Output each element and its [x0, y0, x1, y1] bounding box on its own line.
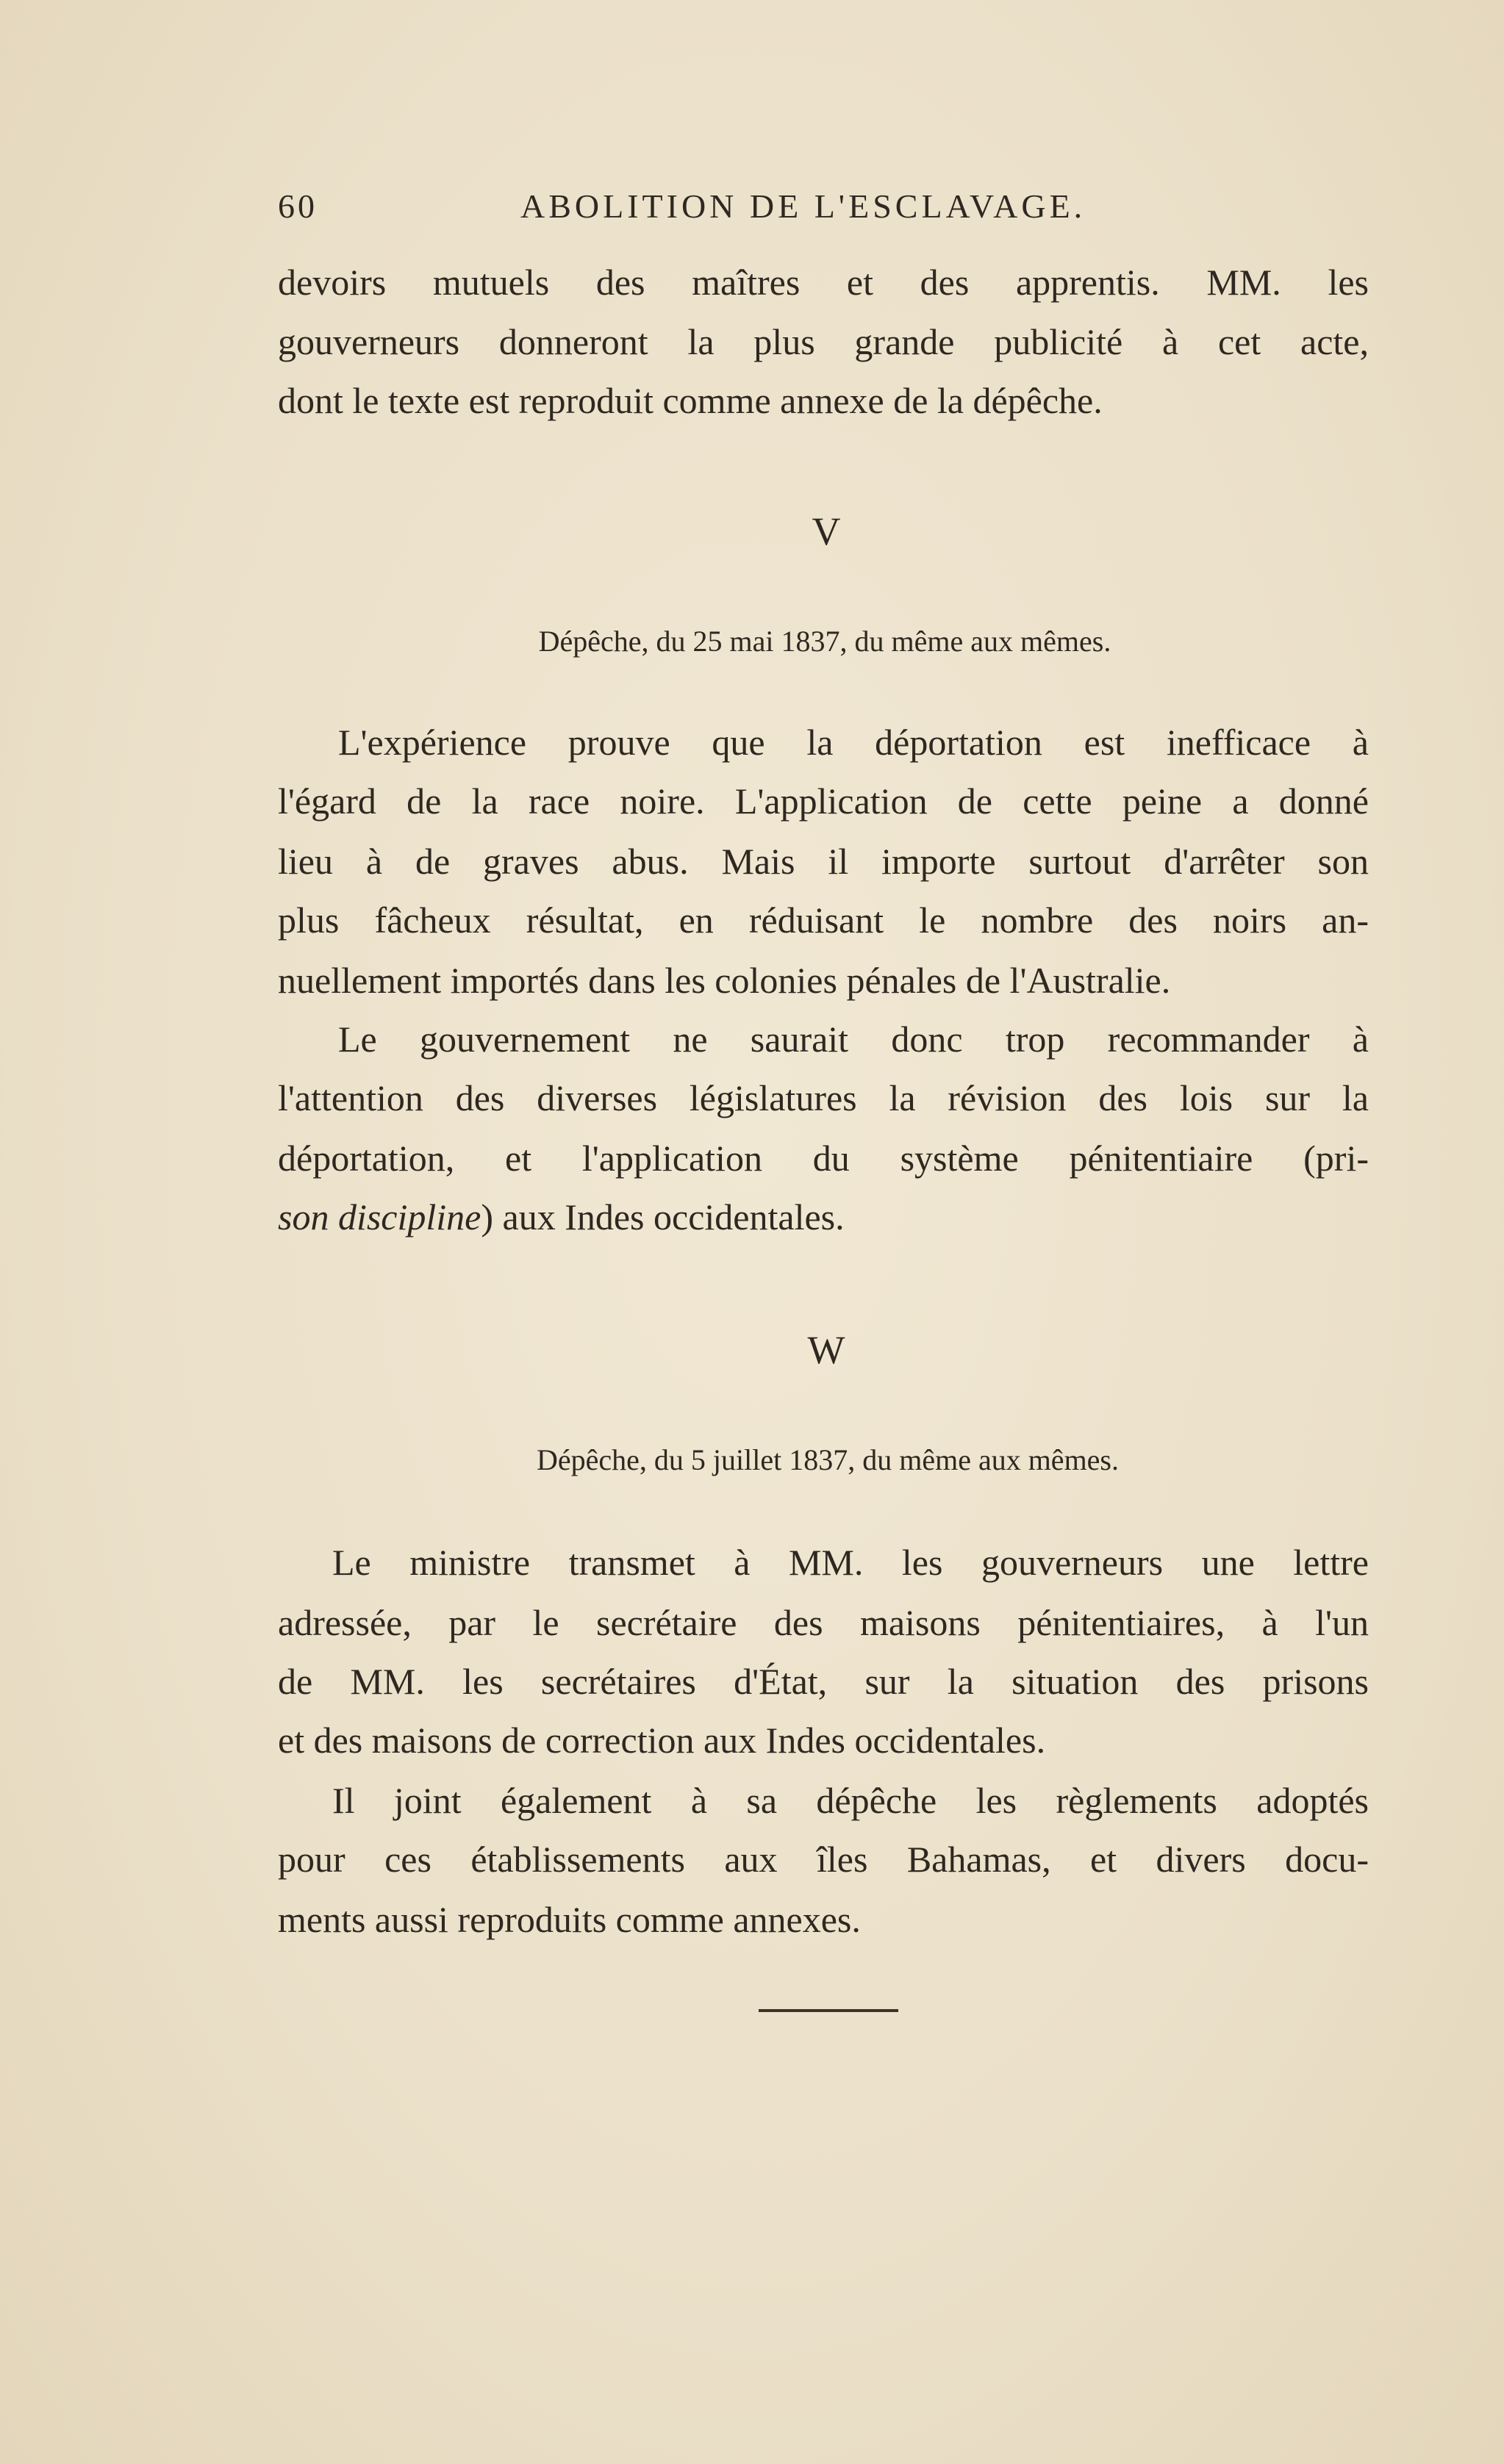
text-line: devoirs mutuels des maîtres et des apprentis. MM. les [278, 262, 1369, 303]
text-line: pour ces établissements aux îles Bahamas, et divers docu- [278, 1839, 1369, 1880]
text-line: Le gouvernement ne saurait donc trop recommander à [338, 1019, 1369, 1060]
text-fragment: ) aux Indes occidentales. [481, 1196, 845, 1238]
text-line: Le ministre transmet à MM. les gouverneurs une lettre [332, 1542, 1369, 1583]
page-number: 60 [278, 187, 318, 225]
text-line: gouverneurs donneront la plus grande publicité à cet acte, [278, 321, 1369, 362]
text-line: lieu à de graves abus. Mais il importe surtout d'arrêter son [278, 841, 1369, 882]
text-line: de MM. les secrétaires d'État, sur la situation des prisons [278, 1661, 1369, 1702]
section-caption-v: Dépêche, du 25 mai 1837, du même aux mêmes. [538, 625, 1111, 658]
text-line: dont le texte est reproduit comme annexe de la dépêche. [278, 380, 1103, 421]
section-caption-w: Dépêche, du 5 juillet 1837, du même aux mêmes. [536, 1443, 1119, 1476]
text-line: déportation, et l'application du système pénitentiaire (pri- [278, 1138, 1369, 1179]
text-line: et des maisons de correction aux Indes occidentales. [278, 1720, 1046, 1761]
text-line: plus fâcheux résultat, en réduisant le nombre des noirs an- [278, 899, 1369, 941]
italic-phrase: son discipline [278, 1196, 481, 1238]
section-end-rule [759, 2009, 898, 2012]
text-line: Il joint également à sa dépêche les règlements adoptés [332, 1780, 1369, 1821]
text-line: l'égard de la race noire. L'application de cette peine a donné [278, 780, 1369, 822]
running-title: ABOLITION DE L'ESCLAVAGE. [520, 187, 1086, 225]
running-head [278, 187, 1145, 234]
text-line: L'expérience prouve que la déportation est inefficace à [338, 722, 1369, 763]
text-line: adressée, par le secrétaire des maisons pénitentiaires, à l'un [278, 1602, 1369, 1643]
section-letter-v: V [812, 509, 841, 553]
text-line: nuellement importés dans les colonies pénales de l'Australie. [278, 960, 1171, 1001]
text-line: l'attention des diverses législatures la révision des lois sur la [278, 1077, 1369, 1118]
text-line: ments aussi reproduits comme annexes. [278, 1899, 861, 1940]
text-line [278, 1195, 845, 1239]
section-letter-w: W [807, 1328, 845, 1372]
